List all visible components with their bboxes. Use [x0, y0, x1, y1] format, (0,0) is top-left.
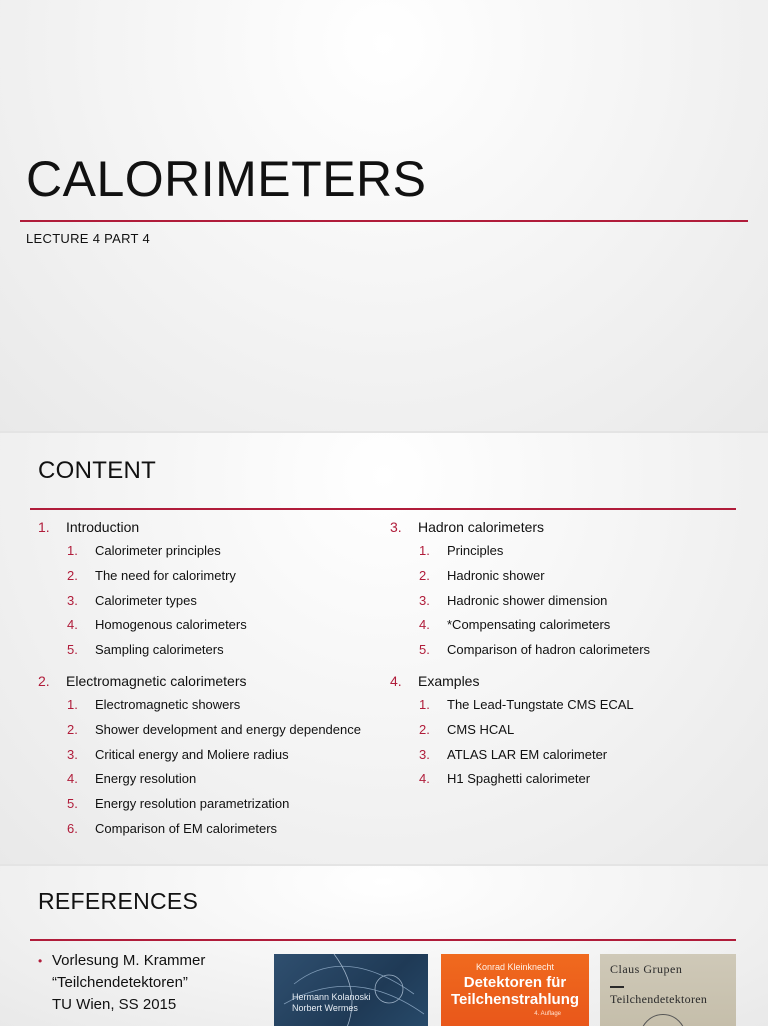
- book-cover-kolanoski: [274, 954, 428, 1026]
- item-label: Critical energy and Moliere radius: [95, 746, 289, 762]
- title-slide: [0, 0, 768, 431]
- list-item: [38, 589, 378, 614]
- book-cover-grupen: [600, 954, 736, 1026]
- list-item: [390, 589, 750, 614]
- book-author: Claus Grupen: [610, 962, 683, 976]
- item-number: 6.: [67, 820, 78, 836]
- content-slide: [0, 431, 768, 864]
- list-item: [38, 564, 378, 589]
- list-item: [38, 539, 378, 564]
- book-edition: 4. Auflage: [534, 1011, 561, 1017]
- section-heading: [38, 669, 378, 693]
- item-label: Comparison of hadron calorimeters: [447, 642, 651, 658]
- item-number: 2.: [67, 567, 78, 583]
- reference-item: [38, 950, 205, 1016]
- item-number: 1.: [419, 696, 430, 712]
- section-number: 2.: [38, 672, 50, 689]
- item-number: 1.: [67, 543, 78, 558]
- section-label: Electromagnetic calorimeters: [66, 672, 247, 689]
- reference-line: “Teilchendetektoren”: [52, 974, 188, 991]
- content-section: [390, 669, 750, 792]
- section-heading: [38, 515, 378, 539]
- item-label: Homogenous calorimeters: [95, 617, 247, 633]
- book-title: Detektoren für Teilchenstrahlung: [450, 974, 580, 1008]
- reference-line: TU Wien, SS 2015: [52, 996, 177, 1013]
- item-label: Hadronic shower dimension: [447, 592, 608, 608]
- list-item: [390, 767, 750, 792]
- item-number: 4.: [67, 771, 78, 787]
- list-item: [38, 693, 378, 718]
- bullet-icon: •: [38, 954, 43, 968]
- section-heading: [390, 669, 750, 693]
- list-item: [38, 718, 378, 743]
- item-label: H1 Spaghetti calorimeter: [447, 771, 591, 787]
- item-number: 4.: [419, 771, 430, 787]
- content-divider: [30, 508, 736, 510]
- item-label: Electromagnetic showers: [95, 696, 241, 712]
- item-label: Calorimeter principles: [95, 543, 221, 558]
- book-divider: [610, 986, 624, 988]
- book-cover-art: [640, 1014, 686, 1026]
- list-item: [38, 817, 378, 842]
- item-number: 3.: [419, 592, 430, 608]
- item-number: 4.: [67, 617, 78, 633]
- item-number: 3.: [419, 746, 430, 762]
- item-number: 5.: [67, 796, 78, 812]
- list-item: [390, 539, 750, 564]
- item-number: 2.: [419, 721, 430, 737]
- list-item: [38, 792, 378, 817]
- item-label: The Lead-Tungstate CMS ECAL: [447, 696, 634, 712]
- section-number: 1.: [38, 519, 50, 535]
- list-item: [390, 564, 750, 589]
- slide-title: CALORIMETERS: [26, 151, 427, 207]
- references-divider: [30, 939, 736, 941]
- item-label: Sampling calorimeters: [95, 642, 224, 658]
- book-author: Konrad Kleinknecht: [475, 962, 555, 972]
- item-number: 1.: [67, 696, 78, 712]
- references-title: REFERENCES: [38, 888, 199, 914]
- book-authors: Hermann Kolanoski Norbert Wermes: [292, 992, 371, 1013]
- content-left-column: [38, 515, 378, 848]
- section-label: Hadron calorimeters: [418, 519, 545, 535]
- list-item: [38, 613, 378, 638]
- list-item: [390, 743, 750, 768]
- list-item: [390, 718, 750, 743]
- item-label: ATLAS LAR EM calorimeter: [447, 746, 608, 762]
- item-number: 3.: [67, 746, 78, 762]
- slide-subtitle: LECTURE 4 PART 4: [26, 231, 151, 246]
- item-label: Principles: [447, 543, 504, 558]
- item-label: Hadronic shower: [447, 567, 545, 583]
- item-number: 1.: [419, 543, 430, 558]
- item-number: 4.: [419, 617, 430, 633]
- content-section: [38, 669, 378, 842]
- content-section: [38, 515, 378, 663]
- list-item: [38, 767, 378, 792]
- item-label: The need for calorimetry: [95, 567, 236, 583]
- content-section: [390, 515, 750, 663]
- book-cover-kleinknecht: [441, 954, 589, 1026]
- item-label: Comparison of EM calorimeters: [95, 820, 278, 836]
- item-label: Energy resolution: [95, 771, 197, 787]
- item-label: Energy resolution parametrization: [95, 796, 290, 812]
- title-divider: [20, 220, 748, 222]
- item-label: CMS HCAL: [447, 721, 515, 737]
- item-number: 3.: [67, 592, 78, 608]
- item-number: 2.: [67, 721, 78, 737]
- list-item: [390, 693, 750, 718]
- references-slide: [0, 864, 768, 1026]
- list-item: [38, 743, 378, 768]
- book-cover-art: [274, 954, 428, 1026]
- item-number: 5.: [67, 642, 78, 658]
- content-title: CONTENT: [38, 457, 157, 484]
- list-item: [390, 638, 750, 663]
- section-number: 4.: [390, 672, 402, 689]
- section-number: 3.: [390, 519, 402, 535]
- item-label: Shower development and energy dependence: [95, 721, 361, 737]
- section-label: Examples: [418, 672, 480, 689]
- item-label: *Compensating calorimeters: [447, 617, 611, 633]
- item-label: Calorimeter types: [95, 592, 197, 608]
- book-title: Teilchendetektoren: [610, 992, 708, 1006]
- section-label: Introduction: [66, 519, 140, 535]
- section-heading: [390, 515, 750, 539]
- reference-line: Vorlesung M. Krammer: [52, 952, 206, 969]
- item-number: 5.: [419, 642, 430, 658]
- content-right-column: [390, 515, 750, 798]
- item-number: 2.: [419, 567, 430, 583]
- list-item: [390, 613, 750, 638]
- list-item: [38, 638, 378, 663]
